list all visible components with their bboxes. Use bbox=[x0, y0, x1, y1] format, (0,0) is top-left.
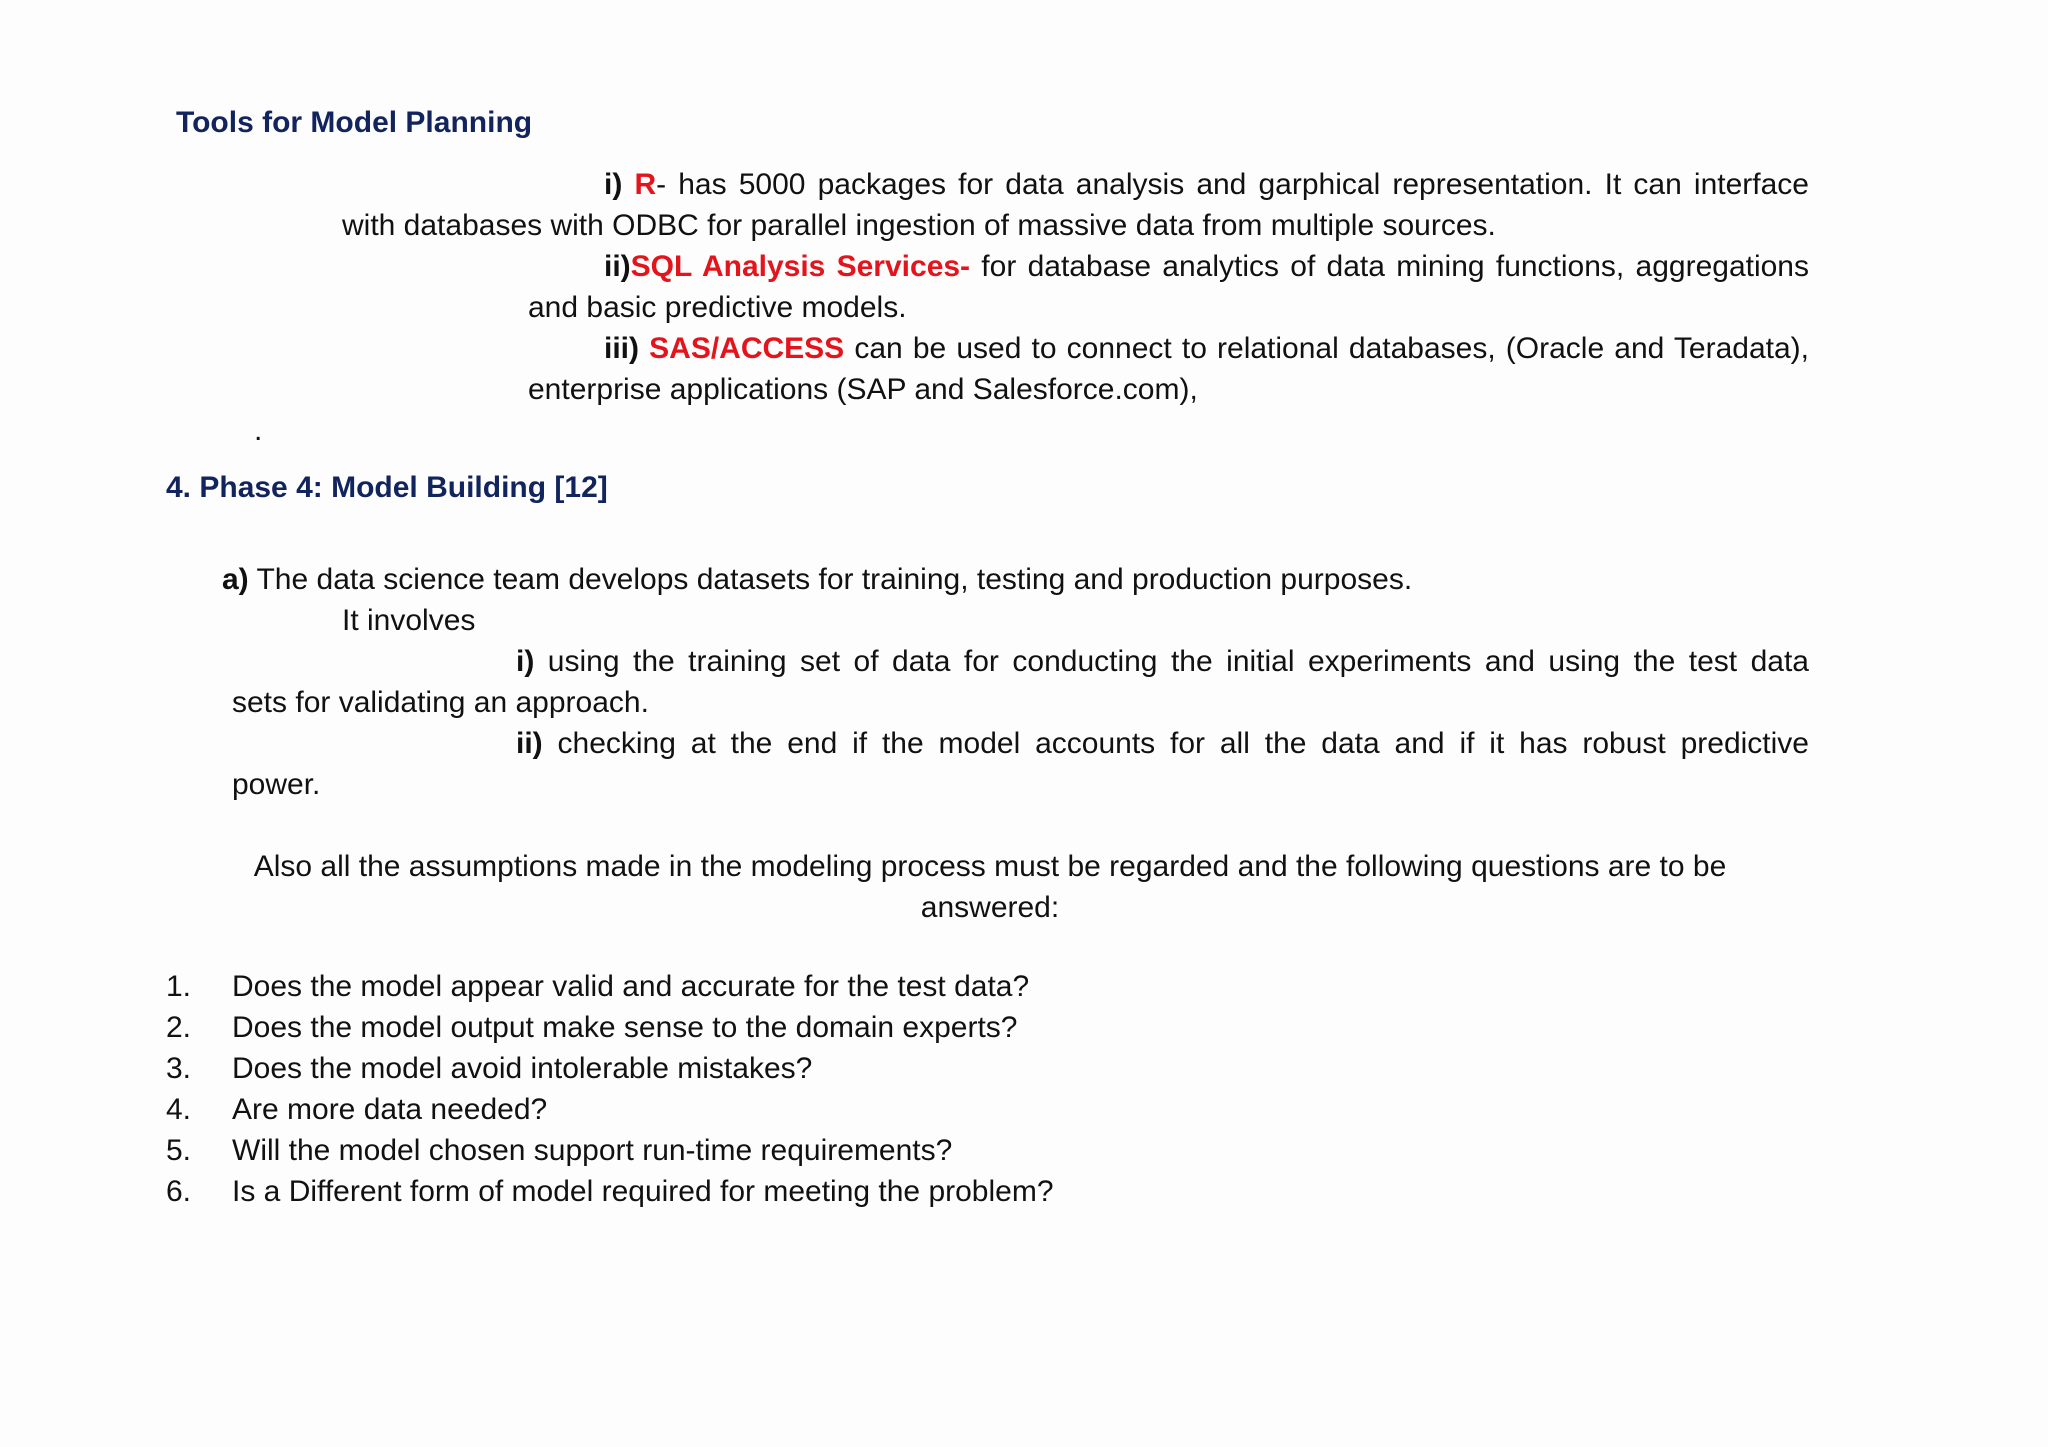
item-text: for database analytics of data mining functions, aggregations bbox=[970, 250, 1809, 283]
list-text: Does the model appear valid and accurate for the test data? bbox=[232, 970, 1030, 1003]
tools-item-r-line1 bbox=[604, 164, 1809, 205]
item-text: can be used to connect to relational databases, (Oracle and Teradata), bbox=[844, 332, 1809, 365]
list-text: Does the model avoid intolerable mistakes? bbox=[232, 1052, 813, 1085]
item-marker: i) bbox=[604, 168, 635, 201]
phase4-point-a bbox=[222, 559, 1412, 600]
tool-name-sas: SAS/ACCESS bbox=[649, 332, 845, 365]
list-number: 3. bbox=[166, 1052, 192, 1085]
assumptions-line1: Also all the assumptions made in the modeling process must be regarded and the following questions are to be bbox=[253, 850, 1727, 883]
list-text: Are more data needed? bbox=[232, 1093, 548, 1126]
sub-marker: i) bbox=[516, 645, 535, 678]
list-item bbox=[166, 1048, 1054, 1089]
list-number: 2. bbox=[166, 1011, 192, 1044]
item-text: - has 5000 packages for data analysis and garphical representation. It can interface bbox=[656, 168, 1809, 201]
assumptions-line2: answered: bbox=[920, 891, 1060, 924]
list-number: 1. bbox=[166, 970, 192, 1003]
phase4-sub-i-line1 bbox=[516, 641, 1809, 682]
item-marker: iii) bbox=[604, 332, 650, 365]
list-item bbox=[166, 1007, 1054, 1048]
tools-heading: Tools for Model Planning bbox=[176, 106, 533, 139]
sub-text: checking at the end if the model accounts for all the data and if it has robust predictive bbox=[542, 727, 1809, 760]
list-number: 4. bbox=[166, 1093, 192, 1126]
tools-item-sas-line1 bbox=[604, 328, 1809, 369]
list-item bbox=[166, 966, 1054, 1007]
phase4-sub-ii-line2: power. bbox=[232, 768, 321, 801]
tools-item-sql-line1 bbox=[604, 246, 1809, 287]
tools-item-sas-line2: enterprise applications (SAP and Salesforce.com), bbox=[528, 373, 1198, 406]
sub-marker: ii) bbox=[516, 727, 543, 760]
questions-list bbox=[166, 966, 1054, 1212]
point-a-marker: a) bbox=[222, 563, 249, 596]
list-item bbox=[166, 1089, 1054, 1130]
list-number: 6. bbox=[166, 1175, 192, 1208]
phase4-sub-ii-line1 bbox=[516, 723, 1809, 764]
item-marker: ii) bbox=[604, 250, 631, 283]
phase4-involves: It involves bbox=[342, 604, 476, 637]
tool-name-sql: SQL Analysis Services- bbox=[630, 250, 971, 283]
phase4-heading: 4. Phase 4: Model Building [12] bbox=[166, 471, 608, 504]
stray-dot: . bbox=[254, 414, 263, 447]
tools-item-sql-line2: and basic predictive models. bbox=[528, 291, 907, 324]
list-text: Does the model output make sense to the domain experts? bbox=[232, 1011, 1018, 1044]
list-item bbox=[166, 1171, 1054, 1212]
tools-item-r-line2: with databases with ODBC for parallel ingestion of massive data from multiple sources. bbox=[342, 209, 1496, 242]
list-item bbox=[166, 1130, 1054, 1171]
phase4-sub-i-line2: sets for validating an approach. bbox=[232, 686, 649, 719]
sub-text: using the training set of data for conducting the initial experiments and using the test data bbox=[534, 645, 1809, 678]
point-a-text: The data science team develops datasets for training, testing and production purposes. bbox=[248, 563, 1413, 596]
list-text: Is a Different form of model required for meeting the problem? bbox=[232, 1175, 1054, 1208]
tool-name-r: R bbox=[634, 168, 657, 201]
list-text: Will the model chosen support run-time requirements? bbox=[232, 1134, 953, 1167]
list-number: 5. bbox=[166, 1134, 192, 1167]
